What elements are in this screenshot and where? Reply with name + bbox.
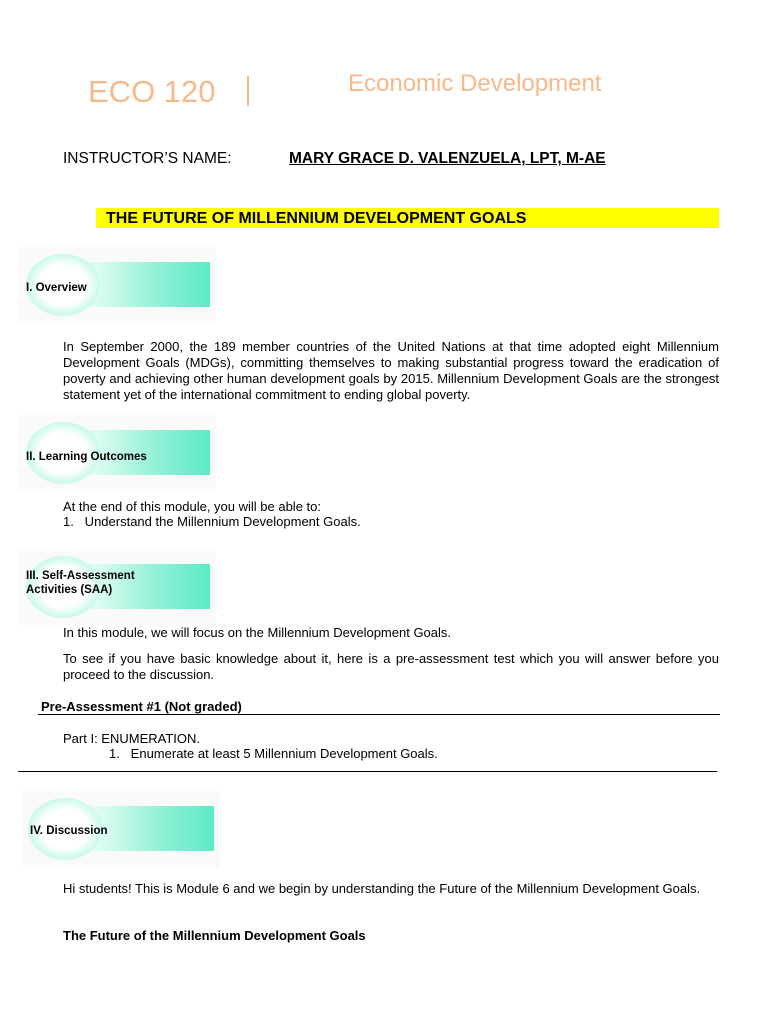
- saa-paragraph-2: To see if you have basic knowledge about it, here is a pre-assessment test which you will answer before you proceed to the discussion.: [63, 651, 719, 682]
- overview-text: In September 2000, the 189 member countries of the United Nations at that time adopted eight Millennium Development Goals (MDGs), committing themselves to making substantial progress toward the eradication of poverty and achieving other human development goals by 2015. Millennium Development Goals are the strongest statement yet of the international commitment to ending global poverty.: [63, 339, 719, 402]
- saa-paragraph-1: In this module, we will focus on the Millennium Development Goals.: [63, 625, 452, 640]
- section-label-line2: Activities (SAA): [26, 584, 113, 596]
- section-label-line1: III. Self-Assessment: [26, 570, 135, 582]
- section-header-self-assessment: [18, 549, 216, 625]
- instructor-label: INSTRUCTOR’S NAME:: [63, 150, 232, 167]
- part-one-label: Part I: ENUMERATION.: [63, 731, 200, 746]
- section-header-discussion: [22, 791, 220, 867]
- pre-assessment-underline: [38, 714, 720, 715]
- section-header-learning-outcomes: [18, 415, 216, 491]
- course-code: ECO 120: [88, 74, 216, 109]
- section-label: IV. Discussion: [30, 825, 108, 837]
- section-divider: [18, 771, 717, 772]
- outcomes-item: 1. Understand the Millennium Development Goals.: [63, 514, 361, 529]
- discussion-subheading: The Future of the Millennium Development Goals: [63, 928, 366, 943]
- page-title: THE FUTURE OF MILLENNIUM DEVELOPMENT GOALS: [106, 210, 527, 227]
- part-one-item: 1. Enumerate at least 5 Millennium Development Goals.: [109, 746, 438, 761]
- instructor-name: MARY GRACE D. VALENZUELA, LPT, M-AE: [289, 150, 606, 167]
- course-title: Economic Development: [348, 70, 602, 97]
- header-separator: [247, 76, 249, 106]
- section-header-overview: [18, 247, 216, 323]
- section-label: I. Overview: [26, 282, 87, 294]
- discussion-paragraph: Hi students! This is Module 6 and we begin by understanding the Future of the Millennium Development Goals.: [63, 881, 701, 896]
- pre-assessment-title: Pre-Assessment #1 (Not graded): [41, 699, 242, 714]
- outcomes-intro: At the end of this module, you will be able to:: [63, 499, 321, 514]
- section-label: II. Learning Outcomes: [26, 451, 147, 463]
